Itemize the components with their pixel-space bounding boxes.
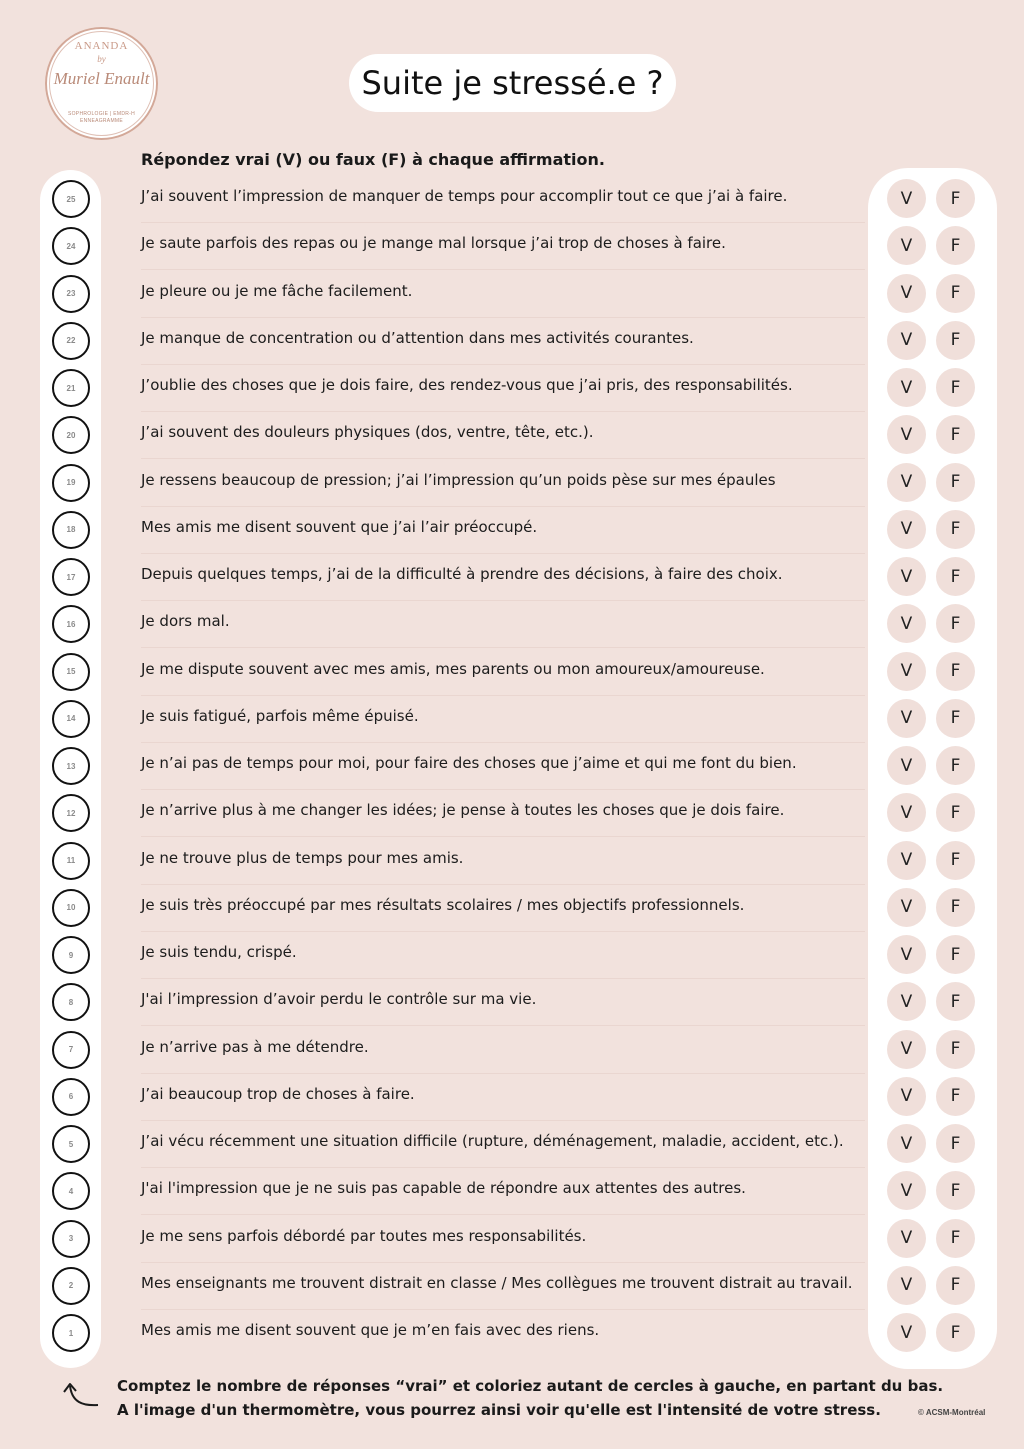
question-row bbox=[0, 177, 1024, 224]
question-text: Je ressens beaucoup de pression; j’ai l’impression qu’un poids pèse sur mes épaules bbox=[141, 470, 776, 489]
thermometer-circle[interactable] bbox=[52, 1078, 90, 1116]
row-divider bbox=[141, 1120, 865, 1121]
question-row bbox=[0, 791, 1024, 838]
question-number: 1 bbox=[68, 1328, 74, 1338]
question-text: Je n’ai pas de temps pour moi, pour faire des choses que j’aime et qui me font du bien. bbox=[141, 754, 797, 772]
instructions: Répondez vrai (V) ou faux (F) à chaque affirmation. bbox=[141, 150, 605, 169]
question-row bbox=[0, 1311, 1024, 1358]
row-divider bbox=[141, 1309, 865, 1310]
thermometer-circle[interactable] bbox=[52, 936, 90, 974]
row-divider bbox=[141, 884, 865, 885]
question-number: 11 bbox=[66, 856, 76, 865]
question-number: 22 bbox=[66, 336, 76, 346]
thermometer-circle[interactable] bbox=[52, 275, 90, 313]
logo-subtitle-1: SOPHROLOGIE | EMDR-H bbox=[67, 111, 136, 117]
question-number: 3 bbox=[68, 1234, 74, 1243]
thermometer-circle[interactable] bbox=[52, 983, 90, 1021]
question-number: 13 bbox=[66, 761, 76, 771]
question-number: 23 bbox=[66, 289, 76, 298]
thermometer-circle[interactable] bbox=[52, 605, 90, 643]
footer-line-1: Comptez le nombre de réponses “vrai” et coloriez autant de cercles à gauche, en partant du bas. bbox=[117, 1377, 944, 1395]
question-number: 18 bbox=[66, 525, 76, 535]
row-divider bbox=[141, 931, 865, 932]
question-row bbox=[0, 461, 1024, 508]
thermometer-circle[interactable] bbox=[52, 747, 90, 785]
true-button[interactable]: V bbox=[887, 699, 926, 738]
true-button[interactable]: V bbox=[887, 1171, 926, 1210]
curved-arrow-icon bbox=[60, 1378, 100, 1410]
true-button[interactable]: V bbox=[887, 1266, 926, 1305]
question-row bbox=[0, 744, 1024, 791]
row-divider bbox=[141, 1262, 865, 1263]
thermometer-circle[interactable] bbox=[52, 1267, 90, 1305]
question-text: Je me dispute souvent avec mes amis, mes parents ou mon amoureux/amoureuse. bbox=[141, 659, 765, 678]
question-text: J’ai vécu récemment une situation difficile (rupture, déménagement, maladie, accident, etc.). bbox=[141, 1132, 844, 1150]
false-button[interactable]: F bbox=[936, 1171, 975, 1210]
question-text: Je pleure ou je me fâche facilement. bbox=[141, 281, 413, 300]
question-number: 2 bbox=[68, 1281, 74, 1291]
false-button[interactable]: F bbox=[936, 274, 975, 313]
true-button[interactable]: V bbox=[887, 1124, 926, 1163]
false-button[interactable]: F bbox=[936, 179, 975, 218]
question-row bbox=[0, 1075, 1024, 1122]
question-text: Mes amis me disent souvent que je m’en fais avec des riens. bbox=[141, 1321, 600, 1339]
true-button[interactable]: V bbox=[887, 510, 926, 549]
question-number: 4 bbox=[68, 1186, 74, 1196]
thermometer-circle[interactable] bbox=[52, 653, 90, 691]
row-divider bbox=[141, 695, 865, 696]
question-number: 8 bbox=[68, 997, 74, 1007]
question-text: Depuis quelques temps, j’ai de la difficulté à prendre des décisions, à faire des choix. bbox=[141, 565, 783, 583]
thermometer-circle[interactable] bbox=[52, 1172, 90, 1210]
true-button[interactable]: V bbox=[887, 841, 926, 880]
false-button[interactable]: F bbox=[936, 226, 975, 265]
question-text: Je suis tendu, crispé. bbox=[141, 943, 297, 961]
false-button[interactable]: F bbox=[936, 1077, 975, 1116]
question-row bbox=[0, 933, 1024, 980]
thermometer-circle[interactable] bbox=[52, 180, 90, 218]
true-button[interactable]: V bbox=[887, 746, 926, 785]
question-row bbox=[0, 980, 1024, 1027]
thermometer-circle[interactable] bbox=[52, 227, 90, 265]
true-button[interactable]: V bbox=[887, 557, 926, 596]
row-divider bbox=[141, 317, 865, 318]
question-text: J’ai souvent l’impression de manquer de temps pour accomplir tout ce que j’ai à faire. bbox=[141, 187, 788, 205]
thermometer-circle[interactable] bbox=[52, 322, 90, 360]
question-number: 9 bbox=[68, 950, 74, 960]
question-number: 12 bbox=[66, 808, 76, 818]
row-divider bbox=[141, 411, 865, 412]
footer-line-2: A l'image d'un thermomètre, vous pourrez ainsi voir qu'elle est l'intensité de votre stress. bbox=[117, 1401, 881, 1419]
row-divider bbox=[141, 1214, 865, 1215]
row-divider bbox=[141, 647, 865, 648]
question-text: J’oublie des choses que je dois faire, des rendez-vous que j’ai pris, des responsabilités. bbox=[141, 376, 793, 394]
true-button[interactable]: V bbox=[887, 1219, 926, 1258]
false-button[interactable]: F bbox=[936, 1313, 975, 1352]
question-text: Je dors mal. bbox=[141, 612, 230, 631]
question-number: 24 bbox=[66, 241, 76, 251]
question-text: Je n’arrive pas à me détendre. bbox=[141, 1037, 369, 1056]
question-text: Mes amis me disent souvent que j’ai l’air préoccupé. bbox=[141, 517, 538, 536]
true-button[interactable]: V bbox=[887, 321, 926, 360]
true-button[interactable]: V bbox=[887, 179, 926, 218]
question-row bbox=[0, 272, 1024, 319]
row-divider bbox=[141, 836, 865, 837]
row-divider bbox=[141, 269, 865, 270]
row-divider bbox=[141, 600, 865, 601]
false-button[interactable]: F bbox=[936, 1124, 975, 1163]
thermometer-circle[interactable] bbox=[52, 794, 90, 832]
question-number: 7 bbox=[68, 1045, 74, 1054]
true-button[interactable]: V bbox=[887, 274, 926, 313]
false-button[interactable]: F bbox=[936, 368, 975, 407]
question-row bbox=[0, 1028, 1024, 1075]
thermometer-circle[interactable] bbox=[52, 1220, 90, 1258]
logo-subtitle-2: ENNEAGRAMME bbox=[79, 118, 124, 124]
true-button[interactable]: V bbox=[887, 1313, 926, 1352]
true-button[interactable]: V bbox=[887, 415, 926, 454]
false-button[interactable]: F bbox=[936, 841, 975, 880]
question-number: 16 bbox=[66, 619, 76, 629]
question-number: 19 bbox=[66, 478, 76, 487]
question-row bbox=[0, 650, 1024, 697]
thermometer-circle[interactable] bbox=[52, 1314, 90, 1352]
row-divider bbox=[141, 1073, 865, 1074]
row-divider bbox=[141, 742, 865, 743]
true-button[interactable]: V bbox=[887, 604, 926, 643]
page-title: Suite je stressé.e ? bbox=[349, 54, 676, 112]
question-number: 17 bbox=[66, 572, 76, 582]
logo-by: by bbox=[97, 54, 106, 64]
question-row bbox=[0, 508, 1024, 555]
row-divider bbox=[141, 553, 865, 554]
true-button[interactable]: V bbox=[887, 652, 926, 691]
question-row bbox=[0, 839, 1024, 886]
question-row bbox=[0, 224, 1024, 271]
row-divider bbox=[141, 1025, 865, 1026]
false-button[interactable]: F bbox=[936, 935, 975, 974]
row-divider bbox=[141, 978, 865, 979]
thermometer-circle[interactable] bbox=[52, 416, 90, 454]
thermometer-circle[interactable] bbox=[52, 1125, 90, 1163]
question-row bbox=[0, 886, 1024, 933]
false-button[interactable]: F bbox=[936, 699, 975, 738]
true-button[interactable]: V bbox=[887, 463, 926, 502]
copyright: © ACSM-Montréal bbox=[918, 1408, 986, 1417]
question-number: 5 bbox=[68, 1139, 74, 1149]
false-button[interactable]: F bbox=[936, 746, 975, 785]
false-button[interactable]: F bbox=[936, 463, 975, 502]
question-text: Je manque de concentration ou d’attention dans mes activités courantes. bbox=[141, 328, 694, 347]
true-button[interactable]: V bbox=[887, 368, 926, 407]
row-divider bbox=[141, 1167, 865, 1168]
false-button[interactable]: F bbox=[936, 1030, 975, 1069]
row-divider bbox=[141, 506, 865, 507]
question-number: 20 bbox=[66, 430, 76, 440]
thermometer-circle[interactable] bbox=[52, 464, 90, 502]
question-row bbox=[0, 413, 1024, 460]
question-number: 25 bbox=[66, 194, 76, 204]
question-text: Je ne trouve plus de temps pour mes amis. bbox=[141, 848, 464, 867]
true-button[interactable]: V bbox=[887, 982, 926, 1021]
thermometer-circle[interactable] bbox=[52, 889, 90, 927]
question-text: Je saute parfois des repas ou je mange mal lorsque j’ai trop de choses à faire. bbox=[141, 234, 726, 253]
false-button[interactable]: F bbox=[936, 982, 975, 1021]
true-button[interactable]: V bbox=[887, 1030, 926, 1069]
thermometer-circle[interactable] bbox=[52, 558, 90, 596]
question-text: Je n’arrive plus à me changer les idées; je pense à toutes les choses que je dois faire. bbox=[141, 801, 785, 820]
thermometer-circle[interactable] bbox=[52, 369, 90, 407]
thermometer-circle[interactable] bbox=[52, 1031, 90, 1069]
question-row bbox=[0, 1169, 1024, 1216]
question-row bbox=[0, 1264, 1024, 1311]
thermometer-circle[interactable] bbox=[52, 511, 90, 549]
thermometer-circle[interactable] bbox=[52, 700, 90, 738]
question-row bbox=[0, 319, 1024, 366]
question-number: 14 bbox=[66, 714, 76, 724]
true-button[interactable]: V bbox=[887, 1077, 926, 1116]
true-button[interactable]: V bbox=[887, 793, 926, 832]
question-text: Je me sens parfois débordé par toutes mes responsabilités. bbox=[141, 1226, 587, 1245]
false-button[interactable]: F bbox=[936, 604, 975, 643]
question-number: 21 bbox=[66, 383, 76, 393]
true-button[interactable]: V bbox=[887, 888, 926, 927]
question-row bbox=[0, 1122, 1024, 1169]
true-button[interactable]: V bbox=[887, 935, 926, 974]
question-row bbox=[0, 1217, 1024, 1264]
row-divider bbox=[141, 364, 865, 365]
false-button[interactable]: F bbox=[936, 321, 975, 360]
row-divider bbox=[141, 458, 865, 459]
false-button[interactable]: F bbox=[936, 1266, 975, 1305]
logo-brand: ANANDA bbox=[74, 40, 129, 52]
question-row bbox=[0, 697, 1024, 744]
false-button[interactable]: F bbox=[936, 510, 975, 549]
question-text: J'ai l’impression d’avoir perdu le contrôle sur ma vie. bbox=[141, 990, 537, 1009]
true-button[interactable]: V bbox=[887, 226, 926, 265]
false-button[interactable]: F bbox=[936, 793, 975, 832]
question-text: Je suis très préoccupé par mes résultats scolaires / mes objectifs professionnels. bbox=[141, 895, 745, 914]
false-button[interactable]: F bbox=[936, 1219, 975, 1258]
logo-name: Muriel Enault bbox=[53, 69, 150, 88]
thermometer-circle[interactable] bbox=[52, 842, 90, 880]
false-button[interactable]: F bbox=[936, 415, 975, 454]
row-divider bbox=[141, 222, 865, 223]
question-text: Mes enseignants me trouvent distrait en classe / Mes collègues me trouvent distrait au travail. bbox=[141, 1273, 853, 1292]
row-divider bbox=[141, 789, 865, 790]
question-text: Je suis fatigué, parfois même épuisé. bbox=[141, 706, 419, 725]
question-row bbox=[0, 555, 1024, 602]
question-number: 6 bbox=[68, 1092, 74, 1102]
question-number: 10 bbox=[66, 903, 76, 913]
question-text: J'ai l'impression que je ne suis pas capable de répondre aux attentes des autres. bbox=[141, 1179, 746, 1198]
false-button[interactable]: F bbox=[936, 557, 975, 596]
question-text: J’ai beaucoup trop de choses à faire. bbox=[141, 1084, 415, 1103]
question-row bbox=[0, 602, 1024, 649]
question-row bbox=[0, 366, 1024, 413]
false-button[interactable]: F bbox=[936, 888, 975, 927]
question-number: 15 bbox=[66, 667, 76, 676]
question-text: J’ai souvent des douleurs physiques (dos, ventre, tête, etc.). bbox=[141, 423, 594, 442]
false-button[interactable]: F bbox=[936, 652, 975, 691]
